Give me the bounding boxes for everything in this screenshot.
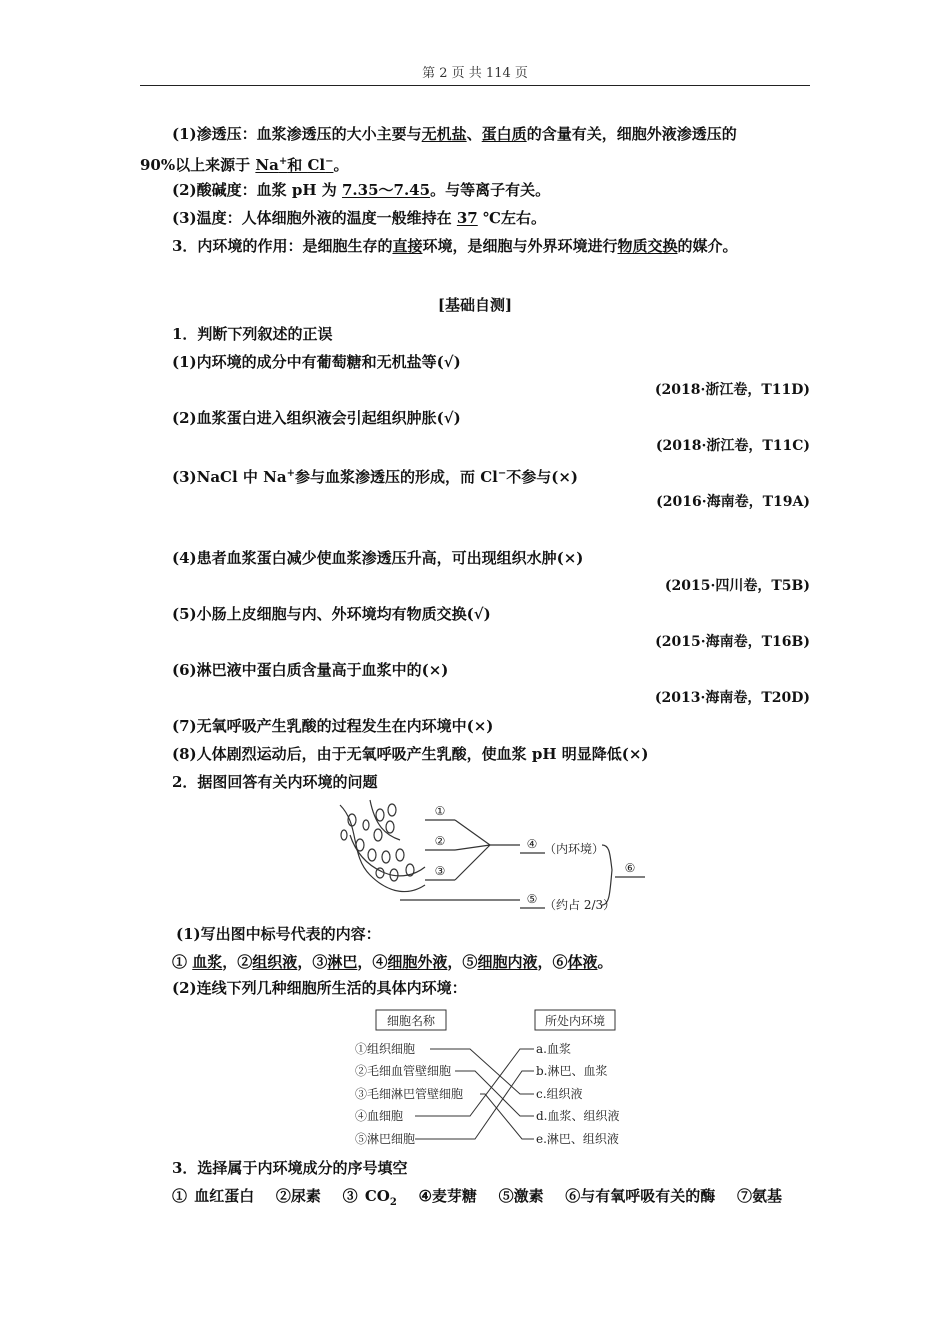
page-header: 第 2 页 共 114 页 [422, 66, 528, 81]
q1-item-1-source: (2018·浙江卷，T11D) [654, 382, 810, 398]
answer-protein: 蛋白质 [481, 125, 527, 143]
temp-line: (3)温度：人体细胞外液的温度一般维持在 37 ℃左右。 [172, 209, 546, 227]
q1-item-4: (4)患者血浆蛋白减少使血浆渗透压升高，可出现组织水肿(×) [172, 549, 584, 567]
left-item-5: ⑤淋巴细胞 [355, 1132, 416, 1146]
label-5: ⑤ [526, 892, 538, 906]
left-header: 细胞名称 [386, 1014, 436, 1028]
label-2: ② [434, 834, 446, 848]
answer-temp: 37 [456, 209, 478, 227]
q2-sub1: (1)写出图中标号代表的内容： [176, 925, 381, 943]
q1-item-2-source: (2018·浙江卷，T11C) [655, 438, 810, 454]
q1-title: 1．判断下列叙述的正误 [172, 325, 333, 343]
q1-item-4-source: (2015·四川卷，T5B) [664, 578, 810, 594]
q3-items: ① 血红蛋白 ②尿素 ③ $CO_2$ ④麦芽糖 ⑤激素 ⑥与有氧呼吸有关的酶 ⑦氨基 [172, 1187, 782, 1208]
body-fluid-diagram [330, 795, 650, 915]
q2-sub2: (2)连线下列几种细胞所生活的具体内环境： [172, 979, 467, 997]
left-item-4: ④血细胞 [355, 1109, 404, 1123]
right-item-b: b.淋巴、血浆 [536, 1064, 608, 1078]
tissue-illustration [340, 800, 425, 892]
answer-1: 血浆 [192, 953, 223, 971]
osmotic-line: (1)渗透压：血浆渗透压的大小主要与无机盐、蛋白质的含量有关，细胞外液渗透压的 [172, 125, 737, 143]
q1-item-3: (3)NaCl 中 Na+参与血浆渗透压的形成，而 Cl−不参与(×) [172, 468, 578, 486]
answer-5: 细胞内液 [477, 953, 538, 971]
q1-item-1: (1)内环境的成分中有葡萄糖和无机盐等(√) [172, 353, 461, 371]
q1-item-5-source: (2015·海南卷，T16B) [655, 634, 810, 650]
osmotic-line-cont: 90%以上来源于 Na+和 Cl−。 [140, 156, 349, 174]
answer-3: 淋巴 [327, 953, 358, 971]
q3-title: 3．选择属于内环境成分的序号填空 [172, 1159, 408, 1177]
right-item-e: e.淋巴、组织液 [536, 1132, 619, 1146]
answer-exchange: 物质交换 [617, 237, 678, 255]
cell-environment-matching-diagram [350, 1005, 640, 1155]
header-divider [140, 85, 810, 86]
left-item-1: ①组织细胞 [355, 1042, 416, 1056]
q1-item-6-source: (2013·海南卷，T20D) [654, 690, 810, 706]
answer-ph: 7.35～7.45 [341, 181, 431, 199]
answer-2: 组织液 [252, 953, 298, 971]
answer-4: 细胞外液 [387, 953, 448, 971]
label-5-desc: （约占 2/3） [544, 898, 616, 912]
right-header: 所处内环境 [544, 1014, 606, 1028]
answer-direct: 直接 [392, 237, 423, 255]
label-3: ③ [434, 864, 446, 878]
q1-item-6: (6)淋巴液中蛋白质含量高于血浆中的(×) [172, 661, 449, 679]
right-item-a: a.血浆 [536, 1042, 571, 1056]
q1-item-8: (8)人体剧烈运动后，由于无氧呼吸产生乳酸，使血浆 pH 明显降低(×) [172, 745, 649, 763]
left-item-2: ②毛细血管壁细胞 [355, 1064, 452, 1078]
right-item-d: d.血浆、组织液 [536, 1109, 620, 1123]
q1-item-3-source: (2016·海南卷，T19A) [656, 494, 810, 510]
ph-line: (2)酸碱度：血浆 pH 为 7.35～7.45。与等离子有关。 [172, 181, 551, 199]
self-test-title: [基础自测] [437, 296, 513, 314]
q1-item-2: (2)血浆蛋白进入组织液会引起组织肿胀(√) [172, 409, 461, 427]
q1-item-5: (5)小肠上皮细胞与内、外环境均有物质交换(√) [172, 605, 491, 623]
label-4: ④ [526, 837, 538, 851]
answer-na-cl: Na+和 Cl− [255, 156, 334, 174]
role-line: 3．内环境的作用：是细胞生存的直接环境，是细胞与外界环境进行物质交换的媒介。 [172, 237, 738, 255]
q1-item-7: (7)无氧呼吸产生乳酸的过程发生在内环境中(×) [172, 717, 494, 735]
label-6: ⑥ [624, 861, 636, 875]
q2-answers: ① 血浆，②组织液，③淋巴，④细胞外液，⑤细胞内液，⑥体液。 [172, 953, 613, 971]
right-item-c: c.组织液 [536, 1087, 583, 1101]
left-item-3: ③毛细淋巴管壁细胞 [355, 1087, 464, 1101]
label-4-desc: （内环境） [544, 842, 605, 856]
answer-6: 体液 [567, 953, 598, 971]
label-1: ① [434, 804, 446, 818]
answer-inorganic-salt: 无机盐 [421, 125, 467, 143]
q2-title: 2．据图回答有关内环境的问题 [172, 773, 378, 791]
